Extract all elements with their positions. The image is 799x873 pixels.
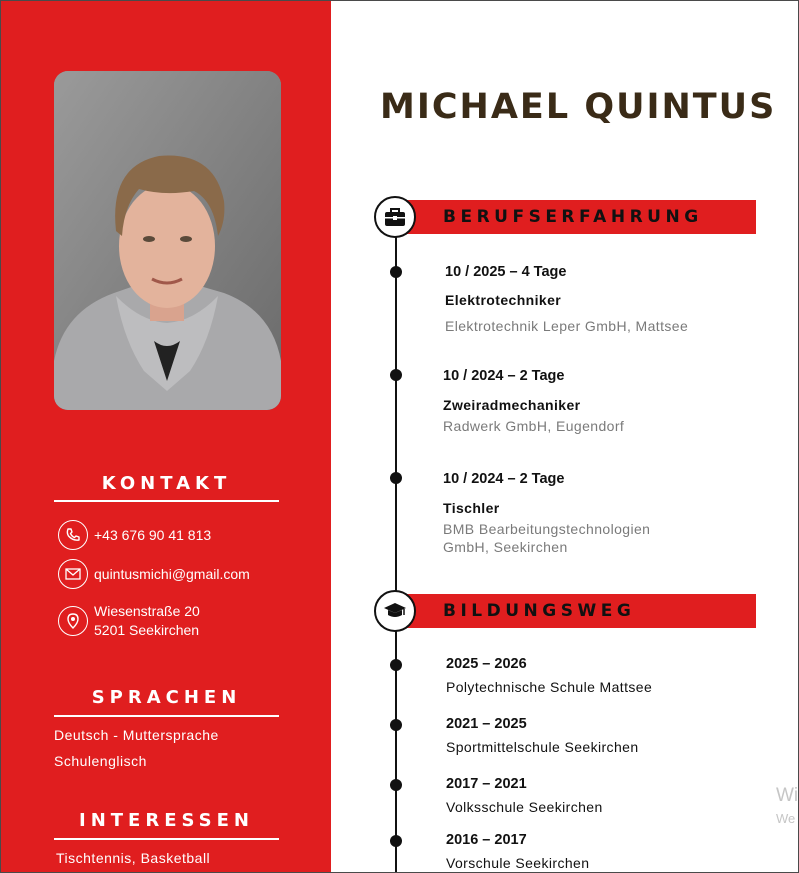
interests-heading: INTERESSEN (79, 810, 254, 831)
candidate-name: MICHAEL QUINTUS (380, 87, 777, 127)
experience-date: 10 / 2024 – 2 Tage (443, 368, 565, 384)
language-item: Deutsch - Muttersprache (54, 727, 219, 743)
sidebar (1, 1, 331, 872)
interests-divider (54, 838, 279, 840)
education-years: 2021 – 2025 (446, 716, 527, 732)
contact-email-row (58, 559, 250, 589)
contact-divider (54, 500, 279, 502)
watermark-line-2: We (776, 811, 796, 826)
experience-role: Elektrotechniker (445, 292, 562, 308)
address (94, 602, 200, 640)
experience-date: 10 / 2025 – 4 Tage (445, 264, 567, 280)
profile-photo (54, 71, 281, 410)
education-heading: BILDUNGSWEG (443, 601, 636, 621)
language-item: Schulenglisch (54, 753, 147, 769)
timeline-dot (390, 472, 402, 484)
education-header-bar (395, 594, 756, 628)
graduation-cap-icon (374, 590, 416, 632)
address-city: 5201 Seekirchen (94, 622, 200, 638)
experience-company: Radwerk GmbH, Eugendorf (443, 418, 625, 434)
email-icon (58, 559, 88, 589)
experience-header-bar (395, 200, 756, 234)
timeline-dot (390, 659, 402, 671)
watermark-line-1: Wi (776, 785, 799, 806)
languages-heading: SPRACHEN (91, 687, 242, 708)
email-address[interactable]: quintusmichi@gmail.com (94, 565, 250, 582)
education-school: Polytechnische Schule Mattsee (446, 679, 653, 695)
education-school: Volksschule Seekirchen (446, 799, 603, 815)
languages-divider (54, 715, 279, 717)
contact-address-row (58, 602, 200, 640)
experience-date: 10 / 2024 – 2 Tage (443, 471, 565, 487)
timeline-dot (390, 719, 402, 731)
education-school: Sportmittelschule Seekirchen (446, 739, 639, 755)
education-years: 2025 – 2026 (446, 656, 527, 672)
education-years: 2016 – 2017 (446, 832, 527, 848)
timeline-dot (390, 835, 402, 847)
briefcase-icon (374, 196, 416, 238)
timeline-dot (390, 779, 402, 791)
portrait-photo-icon (54, 71, 281, 410)
education-school: Vorschule Seekirchen (446, 855, 590, 871)
experience-company: BMB Bearbeitungstechnologien GmbH, Seekirchen (443, 521, 651, 555)
timeline-dot (390, 369, 402, 381)
location-pin-icon (58, 606, 88, 636)
phone-number[interactable]: +43 676 90 41 813 (94, 526, 212, 543)
timeline-dot (390, 266, 402, 278)
experience-role: Tischler (443, 500, 500, 516)
experience-company: Elektrotechnik Leper GmbH, Mattsee (445, 318, 689, 334)
experience-heading: BERUFSERFAHRUNG (443, 207, 703, 227)
address-street: Wiesenstraße 20 (94, 603, 200, 619)
education-years: 2017 – 2021 (446, 776, 527, 792)
contact-heading: KONTAKT (101, 473, 232, 494)
education-timeline-line (395, 611, 397, 872)
contact-phone-row (58, 520, 211, 550)
phone-icon (58, 520, 88, 550)
interests-text: Tischtennis, Basketball (56, 850, 211, 866)
experience-role: Zweiradmechaniker (443, 397, 581, 413)
